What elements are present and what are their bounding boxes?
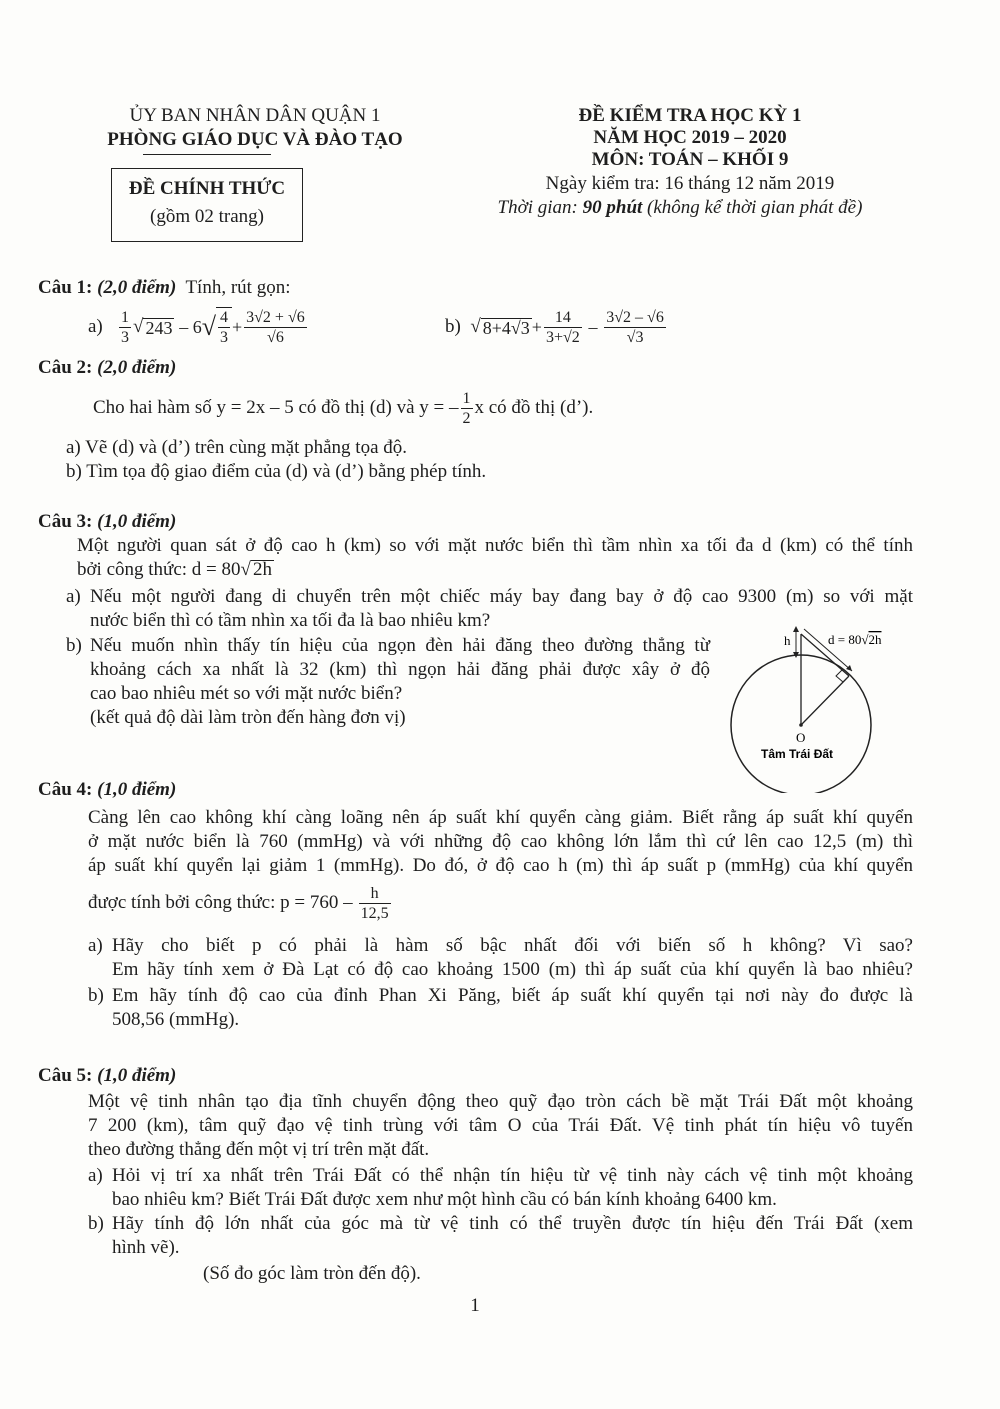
question-4-heading: [38, 778, 176, 802]
question-2b: b) Tìm tọa độ giao điểm của (d) và (d’) bằng phép tính.: [66, 461, 487, 482]
q4-fraction: [359, 884, 391, 923]
question-4-line-3: áp suất khí quyển lại giảm 1 (mmHg). Do đó, ở độ cao h (m) thì áp suất p (mmHg) của khí quyển: [88, 855, 913, 876]
question-2-label: Câu 2:: [38, 357, 93, 378]
fig-center-label: Tâm Trái Đất: [761, 747, 834, 761]
q4a-label: a): [88, 935, 103, 956]
question-5b-line-1: Hãy tính độ lớn nhất của góc mà từ vệ tinh có thể truyền được tín hiệu đến Trái Đất (xem: [112, 1213, 913, 1234]
q1a-f3-num: 3√2 + √6: [246, 308, 305, 326]
question-3b-line-3: cao bao nhiêu mét so với mặt nước biển?: [90, 683, 403, 704]
question-3-label: Câu 3:: [38, 511, 93, 532]
question-4-line-1: Càng lên cao không khí càng loãng nên áp suất khí quyển càng giảm. Biết rằng áp suất khí quyển: [88, 807, 913, 828]
question-1-prompt: Tính, rút gọn:: [185, 277, 291, 298]
q2-intro-part2: x có đồ thị (d’).: [474, 397, 594, 418]
q2-frac-den: 2: [462, 409, 471, 427]
question-3b-line-2: khoảng cách xa nhất là 32 (km) thì ngọn hải đăng phải được xây ở độ: [90, 659, 710, 680]
agency-name: ỦY BAN NHÂN DÂN QUẬN 1: [129, 105, 381, 126]
q1b-fraction-2: [544, 308, 582, 347]
question-4-label: Câu 4:: [38, 779, 93, 800]
header-underline: [143, 154, 271, 155]
question-4-points: (1,0 điểm): [97, 779, 177, 800]
fig-d-label: [828, 632, 882, 647]
question-5-line-2: 7 200 (km), tâm quỹ đạo vệ tinh trùng với tâm O của Trái Đất. Vệ tinh phát tín hiệu vô tuyến: [88, 1115, 913, 1136]
q1a-plus: +: [231, 317, 243, 337]
school-year: NĂM HỌC 2019 – 2020: [593, 127, 787, 148]
question-5-label: Câu 5:: [38, 1065, 93, 1086]
duration-label: Thời gian:: [497, 197, 583, 218]
question-1-heading: [38, 276, 290, 300]
duration-note: (không kể thời gian phát đề): [642, 197, 863, 218]
page-number: 1: [470, 1295, 480, 1316]
q4b-label: b): [88, 985, 104, 1006]
q1a-minus-6: – 6: [179, 317, 202, 337]
exam-duration: [460, 196, 900, 219]
q2-fraction: [461, 389, 473, 428]
question-5b-line-2: hình vẽ).: [112, 1237, 180, 1258]
question-2a: a) Vẽ (d) và (d’) trên cùng mặt phẳng tọa độ.: [66, 437, 407, 458]
question-5b-note: (Số đo góc làm tròn đến độ).: [203, 1263, 421, 1284]
fig-d-text: d = 80: [828, 632, 862, 647]
q1a-label: a): [88, 316, 103, 337]
q1a-r2-den: 3: [219, 329, 228, 346]
q4-frac-num: h: [359, 884, 391, 904]
question-1a-expression: [88, 302, 309, 352]
q4-formula-text: được tính bởi công thức: p = 760 –: [88, 892, 353, 913]
q1b-minus: –: [588, 317, 598, 337]
question-5a-line-1: Hỏi vị trí xa nhất trên Trái Đất có thể nhận tín hiệu từ vệ tinh này cách vệ tinh một khoảng: [112, 1165, 913, 1186]
fig-d-radicand: 2h: [868, 632, 882, 647]
q1b-plus: +: [531, 317, 542, 337]
q1a-fraction-3: [244, 308, 307, 347]
q1b-f3-den: √3: [626, 328, 644, 346]
question-2-points: (2,0 điểm): [97, 357, 177, 378]
q1b-f3-num: 3√2 – √6: [606, 308, 664, 326]
q1b-label: b): [445, 316, 461, 337]
subject-grade: MÔN: TOÁN – KHỐI 9: [591, 149, 789, 170]
question-2-heading: [38, 356, 176, 380]
q3-formula-radicand: 2h: [252, 559, 272, 580]
q4-frac-den: 12,5: [360, 904, 389, 922]
earth-center-point: [799, 723, 803, 727]
sqrt-symbol: √: [470, 316, 481, 337]
q1b-f2-num: 14: [544, 308, 582, 328]
q1b-radicand-1: 8+4√3: [482, 317, 530, 338]
fig-o-label: O: [796, 730, 806, 745]
question-5-line-1: Một vệ tinh nhân tạo địa tĩnh chuyển động theo quỹ đạo tròn cách bề mặt Trái Đất một khoảng: [88, 1091, 913, 1112]
question-3b-line-4: (kết quả độ dài làm tròn đến hàng đơn vị): [90, 707, 406, 728]
question-3-points: (1,0 điểm): [97, 511, 177, 532]
q1a-radical-fraction: [216, 307, 232, 347]
question-5a-line-2: bao nhiêu km? Biết Trái Đất được xem như một hình cầu có bán kính khoảng 6400 km.: [112, 1189, 777, 1210]
q2-intro-part1: Cho hai hàm số y = 2x – 5 có đồ thị (d) và y = –: [93, 397, 459, 418]
question-3-formula-line: [77, 558, 274, 582]
exam-title: ĐỀ KIỂM TRA HỌC KỲ 1: [578, 105, 802, 126]
q1a-f3-den: √6: [267, 328, 284, 346]
question-3-heading: [38, 510, 176, 534]
duration-value: 90 phút: [582, 197, 643, 218]
question-1-points: (2,0 điểm): [97, 277, 177, 298]
question-4a-line-2: Em hãy tính xem ở Đà Lạt có độ cao khoảng 1500 (m) thì áp suất của khí quyển là bao nhiêu?: [112, 959, 913, 980]
q1b-f2-den: 3+√2: [545, 328, 580, 346]
earth-observer-figure: [718, 618, 918, 793]
q5a-label: a): [88, 1165, 103, 1186]
question-5-points: (1,0 điểm): [97, 1065, 177, 1086]
q3-formula-text: bởi công thức: d = 80: [77, 559, 241, 580]
question-3a-line-1: Nếu một người đang di chuyển trên một chiếc máy bay đang bay ở độ cao 9300 (m) so với mặt: [90, 586, 913, 607]
page-count-note: (gồm 02 trang): [150, 206, 264, 227]
sqrt-symbol: √: [240, 559, 251, 580]
question-3-line-1: Một người quan sát ở độ cao h (km) so với mặt nước biển thì tầm nhìn xa tối đa d (km) có thể tính: [77, 535, 913, 556]
question-4b-line-2: 508,56 (mmHg).: [112, 1009, 240, 1030]
department-name: PHÒNG GIÁO DỤC VÀ ĐÀO TẠO: [107, 129, 403, 150]
sqrt-symbol: √: [133, 316, 144, 337]
question-5-line-3: theo đường thẳng đến một vị trí trên mặt đất.: [88, 1139, 430, 1160]
sqrt-symbol: √: [861, 632, 869, 647]
question-4-line-2: ở mặt nước biển là 760 (mmHg) và với những độ cao không lớn lắm thì cứ lên cao 12,5 (m) thì: [88, 831, 913, 852]
question-4b-line-1: Em hãy tính độ cao của đỉnh Phan Xi Păng, biết áp suất khí quyển tại nơi này đo được là: [112, 985, 913, 1006]
right-angle-mark: [836, 670, 843, 682]
official-exam-box: [111, 168, 303, 242]
q3b-label: b): [66, 635, 82, 656]
question-4-formula-line: [88, 880, 393, 926]
q1b-fraction-3: [604, 308, 666, 347]
height-arrow-head-up: [793, 626, 799, 632]
question-4a-line-1: Hãy cho biết p có phải là hàm số bậc nhất đối với biến số h không? Vì sao?: [112, 935, 913, 956]
q1a-fraction-1: [119, 308, 131, 347]
q5b-label: b): [88, 1213, 104, 1234]
q1a-f1-num: 1: [121, 308, 130, 326]
fig-h-label: h: [784, 633, 791, 648]
q1a-f1-den: 3: [121, 328, 130, 346]
q1a-r2-num: 4: [219, 309, 228, 326]
q2-frac-num: 1: [462, 389, 471, 407]
question-3a-line-2: nước biển thì có tầm nhìn xa tối đa là bao nhiêu km?: [90, 610, 491, 631]
question-3b-line-1: Nếu muốn nhìn thấy tín hiệu của ngọn đèn hải đăng theo đường thẳng từ: [90, 635, 710, 656]
question-5-heading: [38, 1064, 176, 1088]
tangent-radius-line: [801, 676, 849, 725]
question-1-label: Câu 1:: [38, 277, 93, 298]
question-2-intro: [93, 386, 593, 430]
sqrt-symbol: √: [201, 312, 216, 341]
q1a-radicand-1: 243: [145, 317, 173, 338]
question-1b-expression: [445, 302, 668, 352]
exam-date: Ngày kiểm tra: 16 tháng 12 năm 2019: [545, 173, 835, 194]
q3a-label: a): [66, 586, 81, 607]
official-exam-title: ĐỀ CHÍNH THỨC: [128, 178, 286, 199]
